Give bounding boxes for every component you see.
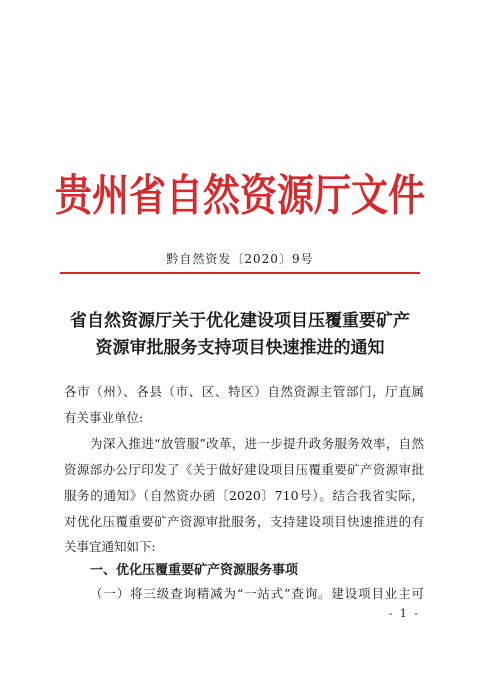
document-number: 黔自然资发〔2020〕9号 <box>166 252 314 266</box>
addressee-line-1: 各市（州）、各县（市、区、特区）自然资源主管部门，厅直属 <box>64 384 424 399</box>
document-title-line-1: 省自然资源厅关于优化建设项目压覆重要矿产 <box>70 311 410 331</box>
paragraph-line: （一）将三级查询精减为“一站式”查询。建设项目业主可 <box>90 586 424 601</box>
paragraph-line: 关事宜通知如下: <box>64 539 156 554</box>
paragraph-line: 为深入推进“放管服”改革，进一步提升政务服务效率，自然 <box>90 436 424 451</box>
document-title-line-2: 资源审批服务支持项目快速推进的通知 <box>95 338 385 358</box>
red-divider-line <box>60 272 420 274</box>
paragraph-line: 服务的通知》（自然资办函〔2020〕710号）。结合我省实际， <box>64 488 424 503</box>
paragraph-line: 资源部办公厅印发了《关于做好建设项目压覆重要矿产资源审批 <box>64 462 424 477</box>
paragraph-line: 对优化压覆重要矿产资源审批服务，支持建设项目快速推进的有 <box>64 514 424 529</box>
page-number: - 1 - <box>388 607 420 620</box>
addressee-line-2: 有关事业单位: <box>64 410 144 425</box>
section-heading: 一、优化压覆重要矿产资源服务事项 <box>90 563 299 578</box>
document-masthead: 贵州省自然资源厅文件 <box>55 170 425 222</box>
